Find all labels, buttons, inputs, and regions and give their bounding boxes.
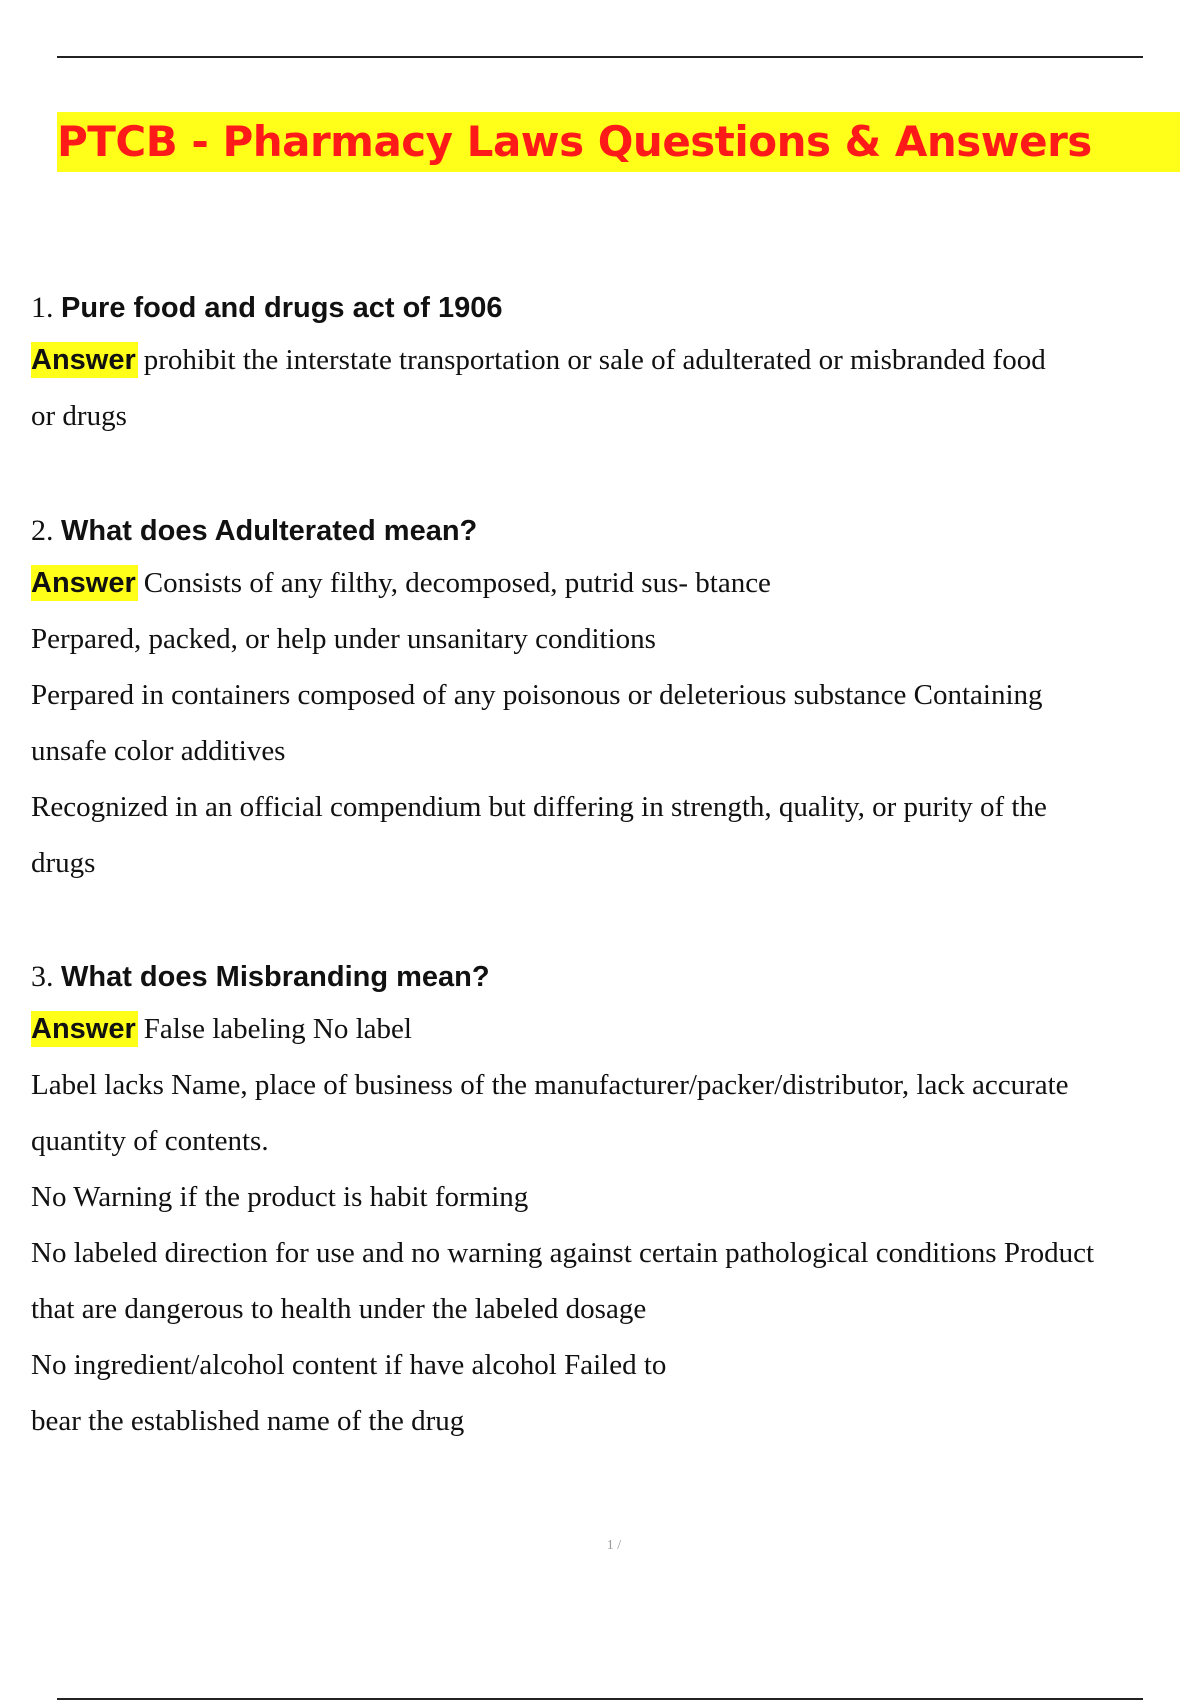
answer-line: Recognized in an official compendium but differing in strength, quality, or purity of the <box>31 791 1047 823</box>
question-heading <box>31 284 1181 332</box>
answer-line <box>31 555 1181 611</box>
answer-line: No Warning if the product is habit forming <box>31 1181 529 1213</box>
page-number: 1 / <box>606 1538 622 1553</box>
question-number: 1. <box>31 291 54 324</box>
qa-item-1 <box>31 284 1181 444</box>
answer-line: bear the established name of the drug <box>31 1405 465 1437</box>
answer-line: No ingredient/alcohol content if have alcohol Failed to <box>31 1349 667 1381</box>
top-rule <box>57 56 1143 58</box>
answer-text: prohibit the interstate transportation or sale of adulterated or misbranded food <box>143 344 1046 376</box>
answer-text: Consists of any filthy, decomposed, putrid sus- btance <box>143 567 771 599</box>
qa-item-2 <box>31 507 1181 891</box>
question-heading <box>31 507 1181 555</box>
answer-line: unsafe color additives <box>31 735 286 767</box>
answer-line: or drugs <box>31 400 127 432</box>
answer-label: Answer <box>31 344 136 376</box>
answer-line: No labeled direction for use and no warning against certain pathological conditions Product <box>31 1237 1095 1269</box>
answer-line <box>31 332 1181 388</box>
question-heading <box>31 953 1181 1001</box>
answer-line <box>31 1001 1181 1057</box>
answer-line: drugs <box>31 847 96 879</box>
document-title: PTCB - Pharmacy Laws Questions & Answers <box>57 117 1092 166</box>
answer-line: Perpared in containers composed of any poisonous or deleterious substance Containing <box>31 679 1043 711</box>
question-number: 2. <box>31 514 54 547</box>
answer-label: Answer <box>31 567 136 599</box>
answer-line: quantity of contents. <box>31 1125 269 1157</box>
answer-line: Label lacks Name, place of business of the manufacturer/packer/distributor, lack accurate <box>31 1069 1069 1101</box>
answer-line: Perpared, packed, or help under unsanitary conditions <box>31 623 656 655</box>
answer-text: False labeling No label <box>143 1013 412 1045</box>
answer-label: Answer <box>31 1013 136 1045</box>
answer-line: that are dangerous to health under the labeled dosage <box>31 1293 647 1325</box>
title-highlight <box>57 112 1180 172</box>
qa-item-3 <box>31 953 1181 1449</box>
question-text: Pure food and drugs act of 1906 <box>61 292 503 324</box>
question-text: What does Misbranding mean? <box>61 961 490 993</box>
question-number: 3. <box>31 960 54 993</box>
question-text: What does Adulterated mean? <box>61 515 478 547</box>
